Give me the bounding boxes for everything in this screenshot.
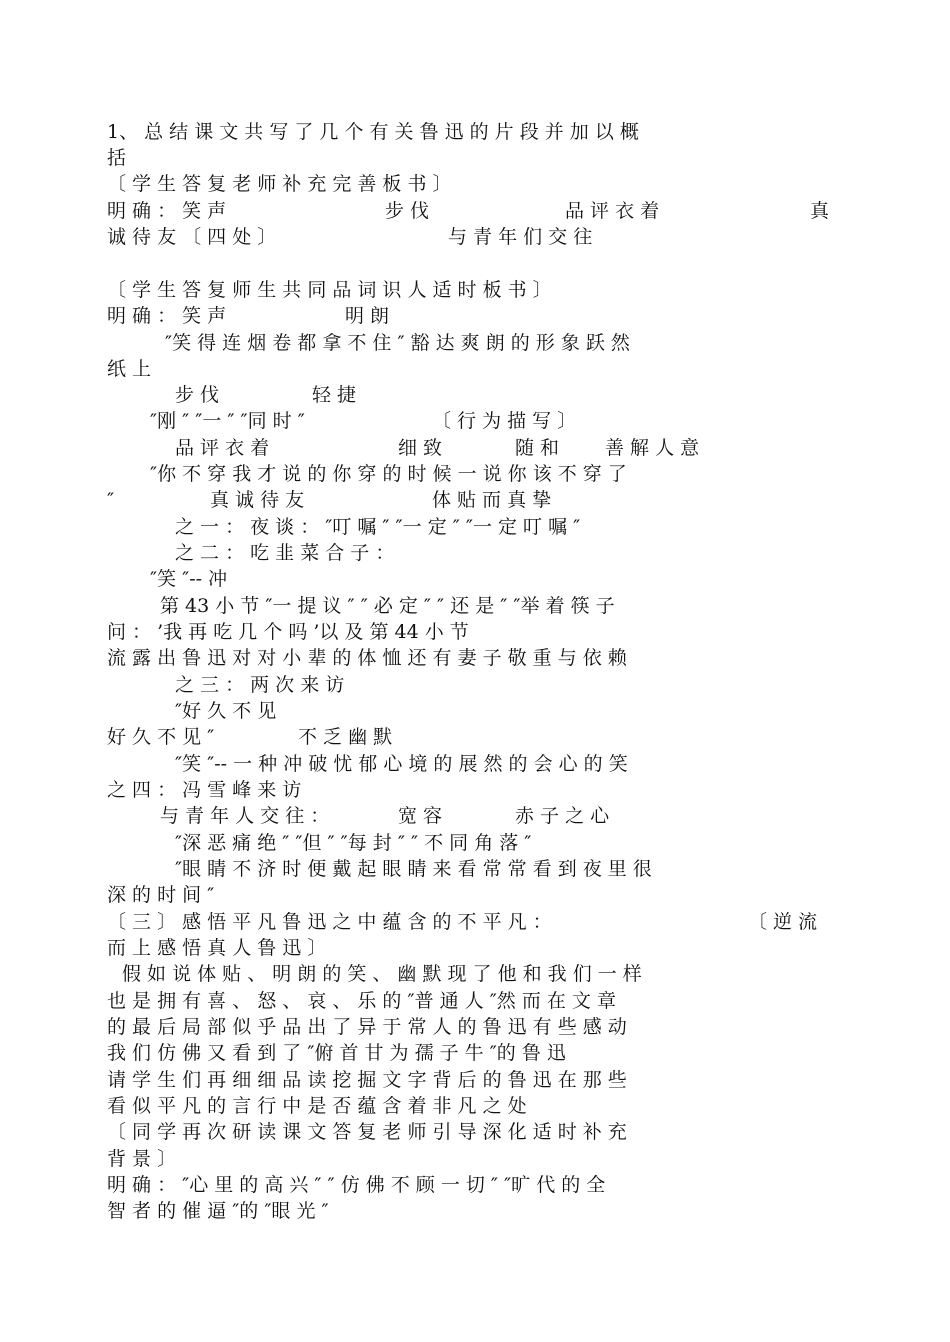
text-line: 真 诚 待 友 xyxy=(210,489,305,511)
text-line: 之 二 ： 吃 韭 菜 合 子 ： xyxy=(175,542,395,564)
text-line: 与 青 年 们 交 往 xyxy=(448,226,593,248)
text-line: 问 ： ’我 再 吃 几 个 吗 ’以 及 第 44 小 节 xyxy=(107,621,469,643)
text-line: 1、 总 结 课 文 共 写 了 几 个 有 关 鲁 迅 的 片 段 并 加 以 概 xyxy=(107,121,639,143)
text-line: 纸 上 xyxy=(107,358,152,380)
text-line: ″眼 睛 不 济 时 便 戴 起 眼 睛 来 看 常 常 看 到 夜 里 很 xyxy=(175,858,652,880)
text-line: 括 xyxy=(107,147,127,169)
text-line: 智 者 的 催 逼 ″的 ″眼 光 ″ xyxy=(107,1200,329,1222)
text-line: 不 乏 幽 默 xyxy=(298,726,393,748)
text-line: 诚 待 友 〔 四 处 〕 xyxy=(107,226,277,248)
text-line: 之 一 ： 夜 谈 ： ″叮 嘱 ″ ″一 定 ″ ″一 定 叮 嘱 ″ xyxy=(175,516,581,538)
text-line: 的 最 后 局 部 似 乎 品 出 了 异 于 常 人 的 鲁 迅 有 些 感 动 xyxy=(107,1016,627,1038)
text-line: 我 们 仿 佛 又 看 到 了 ″俯 首 甘 为 孺 子 牛 ″的 鲁 迅 xyxy=(107,1042,566,1064)
text-line: 轻 捷 xyxy=(312,384,357,406)
text-line: 品 评 衣 着 xyxy=(565,200,660,222)
text-line: 〔 三 〕 感 悟 平 凡 鲁 迅 之 中 蕴 含 的 不 平 凡 ： xyxy=(107,911,552,933)
text-line: 好 久 不 见 ″ xyxy=(107,726,215,748)
text-line: 明 朗 xyxy=(345,305,390,327)
text-line: ″深 恶 痛 绝 ″ ″但 ″ ″每 封 ″ ″ 不 同 角 落 ″ xyxy=(175,832,532,854)
text-line: 赤 子 之 心 xyxy=(515,805,610,827)
text-line: 品 评 衣 着 xyxy=(175,437,270,459)
text-line: 明 确 ： 笑 声 xyxy=(107,305,227,327)
text-line: 真 xyxy=(810,200,830,222)
text-line: 细 致 xyxy=(398,437,443,459)
text-line: 假 如 说 体 贴 、 明 朗 的 笑 、 幽 默 现 了 他 和 我 们 一 样 xyxy=(122,963,642,985)
text-line: 步 伐 xyxy=(385,200,430,222)
text-line: 之 四 ： 冯 雪 峰 来 访 xyxy=(107,779,302,801)
text-line: ″好 久 不 见 xyxy=(175,700,277,722)
text-line: 体 贴 而 真 挚 xyxy=(432,489,552,511)
text-line: 深 的 时 间 ″ xyxy=(107,884,215,906)
text-line: ″你 不 穿 我 才 说 的 你 穿 的 时 候 一 说 你 该 不 穿 了 xyxy=(150,463,627,485)
text-line: 〔 学 生 答 复 师 生 共 同 品 词 识 人 适 时 板 书 〕 xyxy=(107,279,552,301)
text-line: 背 景 〕 xyxy=(107,1148,177,1170)
text-line: 而 上 感 悟 真 人 鲁 迅 〕 xyxy=(107,937,327,959)
text-line: ″笑 ″-- 一 种 冲 破 忧 郁 心 境 的 展 然 的 会 心 的 笑 xyxy=(175,753,628,775)
text-line: 宽 容 xyxy=(398,805,443,827)
text-line: 第 43 小 节 ″一 提 议 ″ ″ 必 定 ″ ″ 还 是 ″ ″举 着 筷 子 xyxy=(160,595,615,617)
text-line: 善 解 人 意 xyxy=(605,437,700,459)
text-line: 流 露 出 鲁 迅 对 对 小 辈 的 体 恤 还 有 妻 子 敬 重 与 依 赖 xyxy=(107,647,627,669)
text-line: 明 确 ： ″心 里 的 高 兴 ″ ″ 仿 佛 不 顾 一 切 ″ ″旷 代 的 全 xyxy=(107,1174,606,1196)
text-line: 步 伐 xyxy=(175,384,220,406)
text-line: 随 和 xyxy=(515,437,560,459)
text-line: 之 三 ： 两 次 来 访 xyxy=(175,674,345,696)
text-line: 〔 学 生 答 复 老 师 补 充 完 善 板 书 〕 xyxy=(107,173,452,195)
text-line: ″笑 ″-- 冲 xyxy=(150,568,228,590)
text-line: 〔 同 学 再 次 研 读 课 文 答 复 老 师 引 导 深 化 适 时 补 充 xyxy=(107,1121,627,1143)
text-line: ″ xyxy=(107,489,115,511)
text-line: 看 似 平 凡 的 言 行 中 是 否 蕴 含 着 非 凡 之 处 xyxy=(107,1095,527,1117)
text-line: 也 是 拥 有 喜 、 怒 、 哀 、 乐 的 ″普 通 人 ″然 而 在 文 章 xyxy=(107,990,616,1012)
text-line: 〔 行 为 描 写 〕 xyxy=(432,410,577,432)
text-line: ″刚 ″ ″一 ″ ″同 时 ″ xyxy=(150,410,305,432)
text-line: 〔 逆 流 xyxy=(748,911,818,933)
text-line: ″笑 得 连 烟 卷 都 拿 不 住 ″ 豁 达 爽 朗 的 形 象 跃 然 xyxy=(165,332,630,354)
text-line: 请 学 生 们 再 细 细 品 读 挖 掘 文 字 背 后 的 鲁 迅 在 那 些 xyxy=(107,1069,627,1091)
text-line: 与 青 年 人 交 往 ： xyxy=(160,805,330,827)
text-line: 明 确 ： 笑 声 xyxy=(107,200,227,222)
